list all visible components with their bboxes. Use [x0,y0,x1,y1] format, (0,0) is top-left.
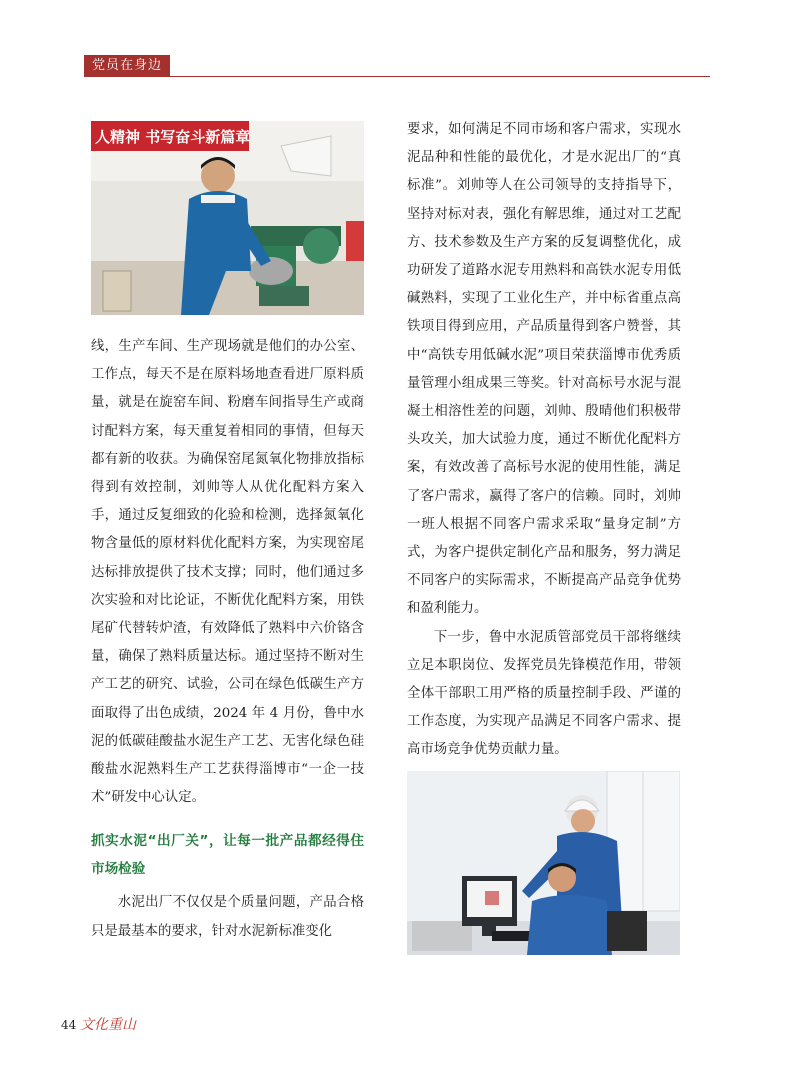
right-paragraph-2: 下一步，鲁中水泥质管部党员干部将继续立足本职岗位、发挥党员先锋模范作用，带领全体干部职工用严格的质量控制手段、严谨的工作态度，为实现产品满足不同客户需求、提高市场竞争优势贡献力量。 [407,629,681,758]
page-number: 44 [61,1018,77,1032]
lab-mixer-illustration [91,121,364,315]
photo-lab-mixer [91,121,364,315]
section-tag: 党员在身边 [84,55,170,76]
left-paragraph-2: 水泥出厂不仅仅是个质量问题，产品合格只是最基本的要求，针对水泥新标准变化 [91,895,364,939]
magazine-logo: 文化重山 [80,1017,136,1033]
section-subheading: 抓实水泥“出厂关”，让每一批产品都经得住市场检验 [91,833,364,878]
banner-text: 人精神 书写奋斗新篇章 [95,128,251,146]
left-column [91,333,364,946]
computer-workstation-illustration [407,771,680,955]
right-column [407,116,681,765]
header-rule [84,76,710,77]
right-paragraph-1: 要求，如何满足不同市场和客户需求，实现水泥品种和性能的最优化，才是水泥出厂的“真标准”。刘帅等人在公司领导的支持指导下，坚持对标对表，强化有解思维，通过对工艺配方、技术参数及生产方案的反复调整优化，成功研发了道路水泥专用熟料和高铁水泥专用低碱熟料，实现了工业化生产，并中标省重点高铁项目得到应用，产品质量得到客户赞誉，其中“高铁专用低碱水泥”项目荣获淄博市优秀质量管理小组成果三等奖。针对高标号水泥与混凝土相溶性差的问题，刘帅、殷晴他们积极带头攻关，加大试验力度，通过不断优化配料方案，有效改善了高标号水泥的使用性能，满足了客户需求，赢得了客户的信赖。同时，刘帅一班人根据不同客户需求采取“量身定制”方式，为客户提供定制化产品和服务，努力满足不同客户的实际需求，不断提高产品竞争优势和盈利能力。 [407,122,681,617]
left-paragraph-1: 线，生产车间、生产现场就是他们的办公室、工作点，每天不是在原料场地查看进厂原料质量，就是在旋窑车间、粉磨车间指导生产或商讨配料方案，每天重复着相同的事情，但每天都有新的收获。为确保窑尾氮氧化物排放指标得到有效控制，刘帅等人从优化配料方案入手，通过反复细致的化验和检测，选择氮氧化物含量低的原材料优化配料方案，为实现窑尾达标排放提供了技术支撑；同时，他们通过多次实验和对比论证，不断优化配料方案，用铁尾矿代替转炉渣，有效降低了熟料中六价铬含量，确保了熟料质量达标。通过坚持不断对生产工艺的研究、试验，公司在绿色低碳生产方面取得了出色成绩，2024 年 4 月份，鲁中水泥的低碳硅酸盐水泥生产工艺、无害化绿色硅酸盐水泥熟料生产工艺获得淄博市“一企一技术”研发中心认定。 [91,339,364,806]
photo-computer-workstation [407,771,680,955]
